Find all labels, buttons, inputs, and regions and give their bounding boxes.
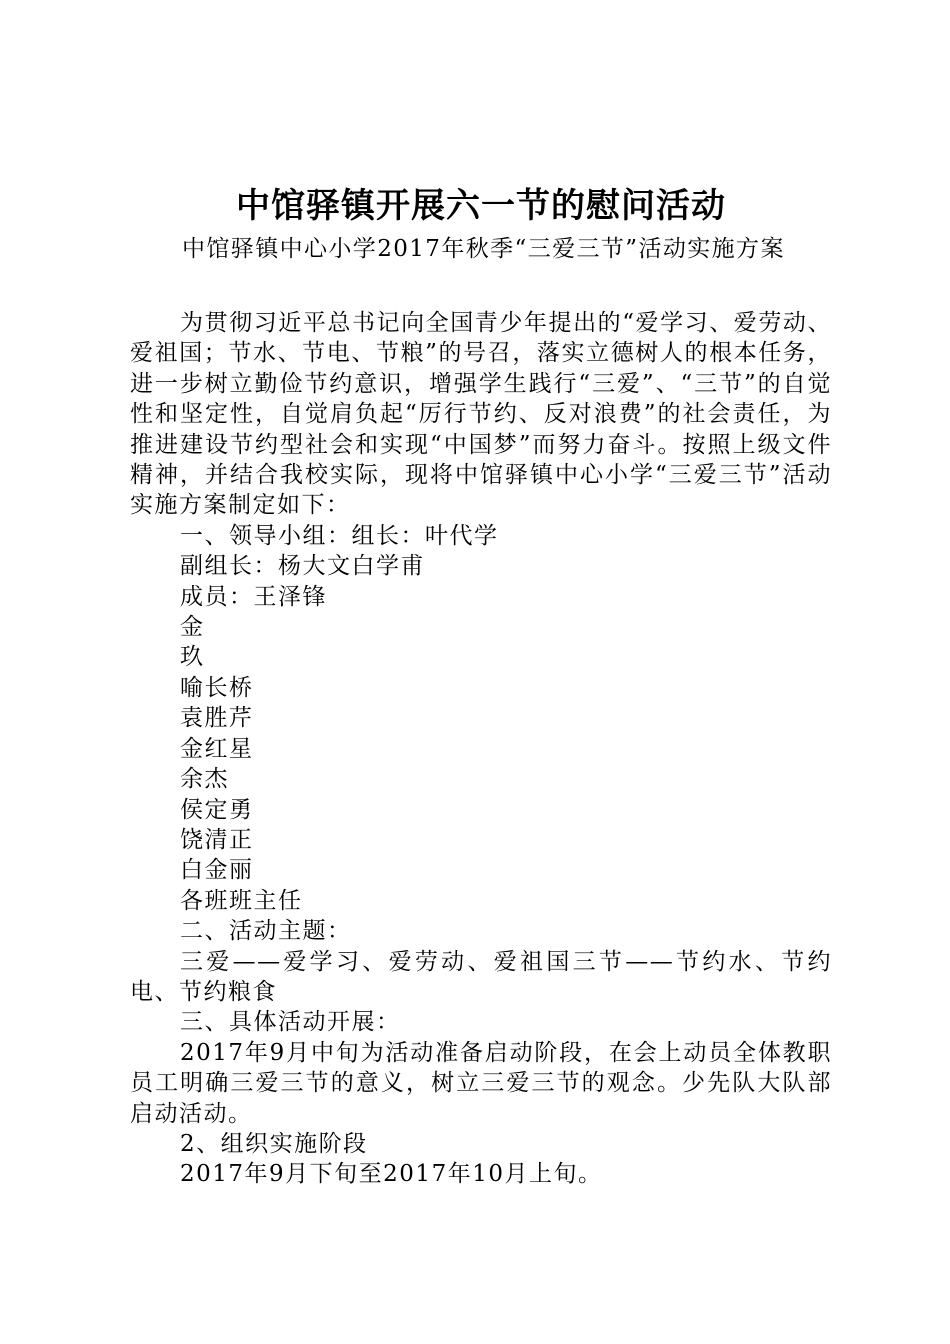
member-item: 侯定勇: [180, 796, 254, 823]
member-item: 袁胜芹: [180, 705, 254, 732]
member-item: 各班班主任: [180, 887, 303, 914]
deputy-leader: 副组长：杨大文白学甫: [180, 553, 425, 580]
stage2-time: 2017年9月下旬至2017年10月上旬。: [180, 1161, 603, 1188]
spacer: [130, 264, 832, 308]
theme-content: 三爱——爱学习、爱劳动、爱祖国三节——节约水、节约电、节约粮食: [130, 948, 832, 1005]
member-item: 余杰: [180, 766, 229, 793]
intro-paragraph: 为贯彻习近平总书记向全国青少年提出的“爱学习、爱劳动、爱祖国；节水、节电、节粮”的号召，落实立德树人的根本任务，进一步树立勤俭节约意识，增强学生践行“三爱”、“三节”的自觉性和坚定性，自觉肩负起“厉行节约、反对浪费”的社会责任，为推进建设节约型社会和实现“中国梦”而努力奋斗。按照上级文件精神，并结合我校实际，现将中馆驿镇中心小学“三爱三节”活动实施方案制定如下：: [130, 310, 832, 519]
activities-heading: 三、具体活动开展：: [180, 1009, 401, 1036]
document-title: 中馆驿镇开展六一节的慰问活动: [236, 186, 726, 226]
members-label: 成员：王泽锋: [180, 583, 327, 610]
theme-heading: 二、活动主题：: [180, 918, 352, 945]
member-item: 金红星: [180, 735, 254, 762]
member-item: 喻长桥: [180, 674, 254, 701]
member-item: 玖: [180, 644, 205, 671]
member-item: 白金丽: [180, 857, 254, 884]
stage1-paragraph: 2017年9月中旬为活动准备启动阶段，在会上动员全体教职员工明确三爱三节的意义，树立三爱三节的观念。少先队大队部启动活动。: [130, 1039, 832, 1127]
member-item: 饶清正: [180, 826, 254, 853]
stage2-heading: 2、组织实施阶段: [180, 1130, 368, 1157]
leadership-heading: 一、领导小组：组长：叶代学: [180, 522, 499, 549]
document-page: [130, 180, 832, 1190]
document-subtitle: 中馆驿镇中心小学2017年秋季“三爱三节”活动实施方案: [182, 236, 785, 262]
member-item: 金: [180, 614, 205, 641]
